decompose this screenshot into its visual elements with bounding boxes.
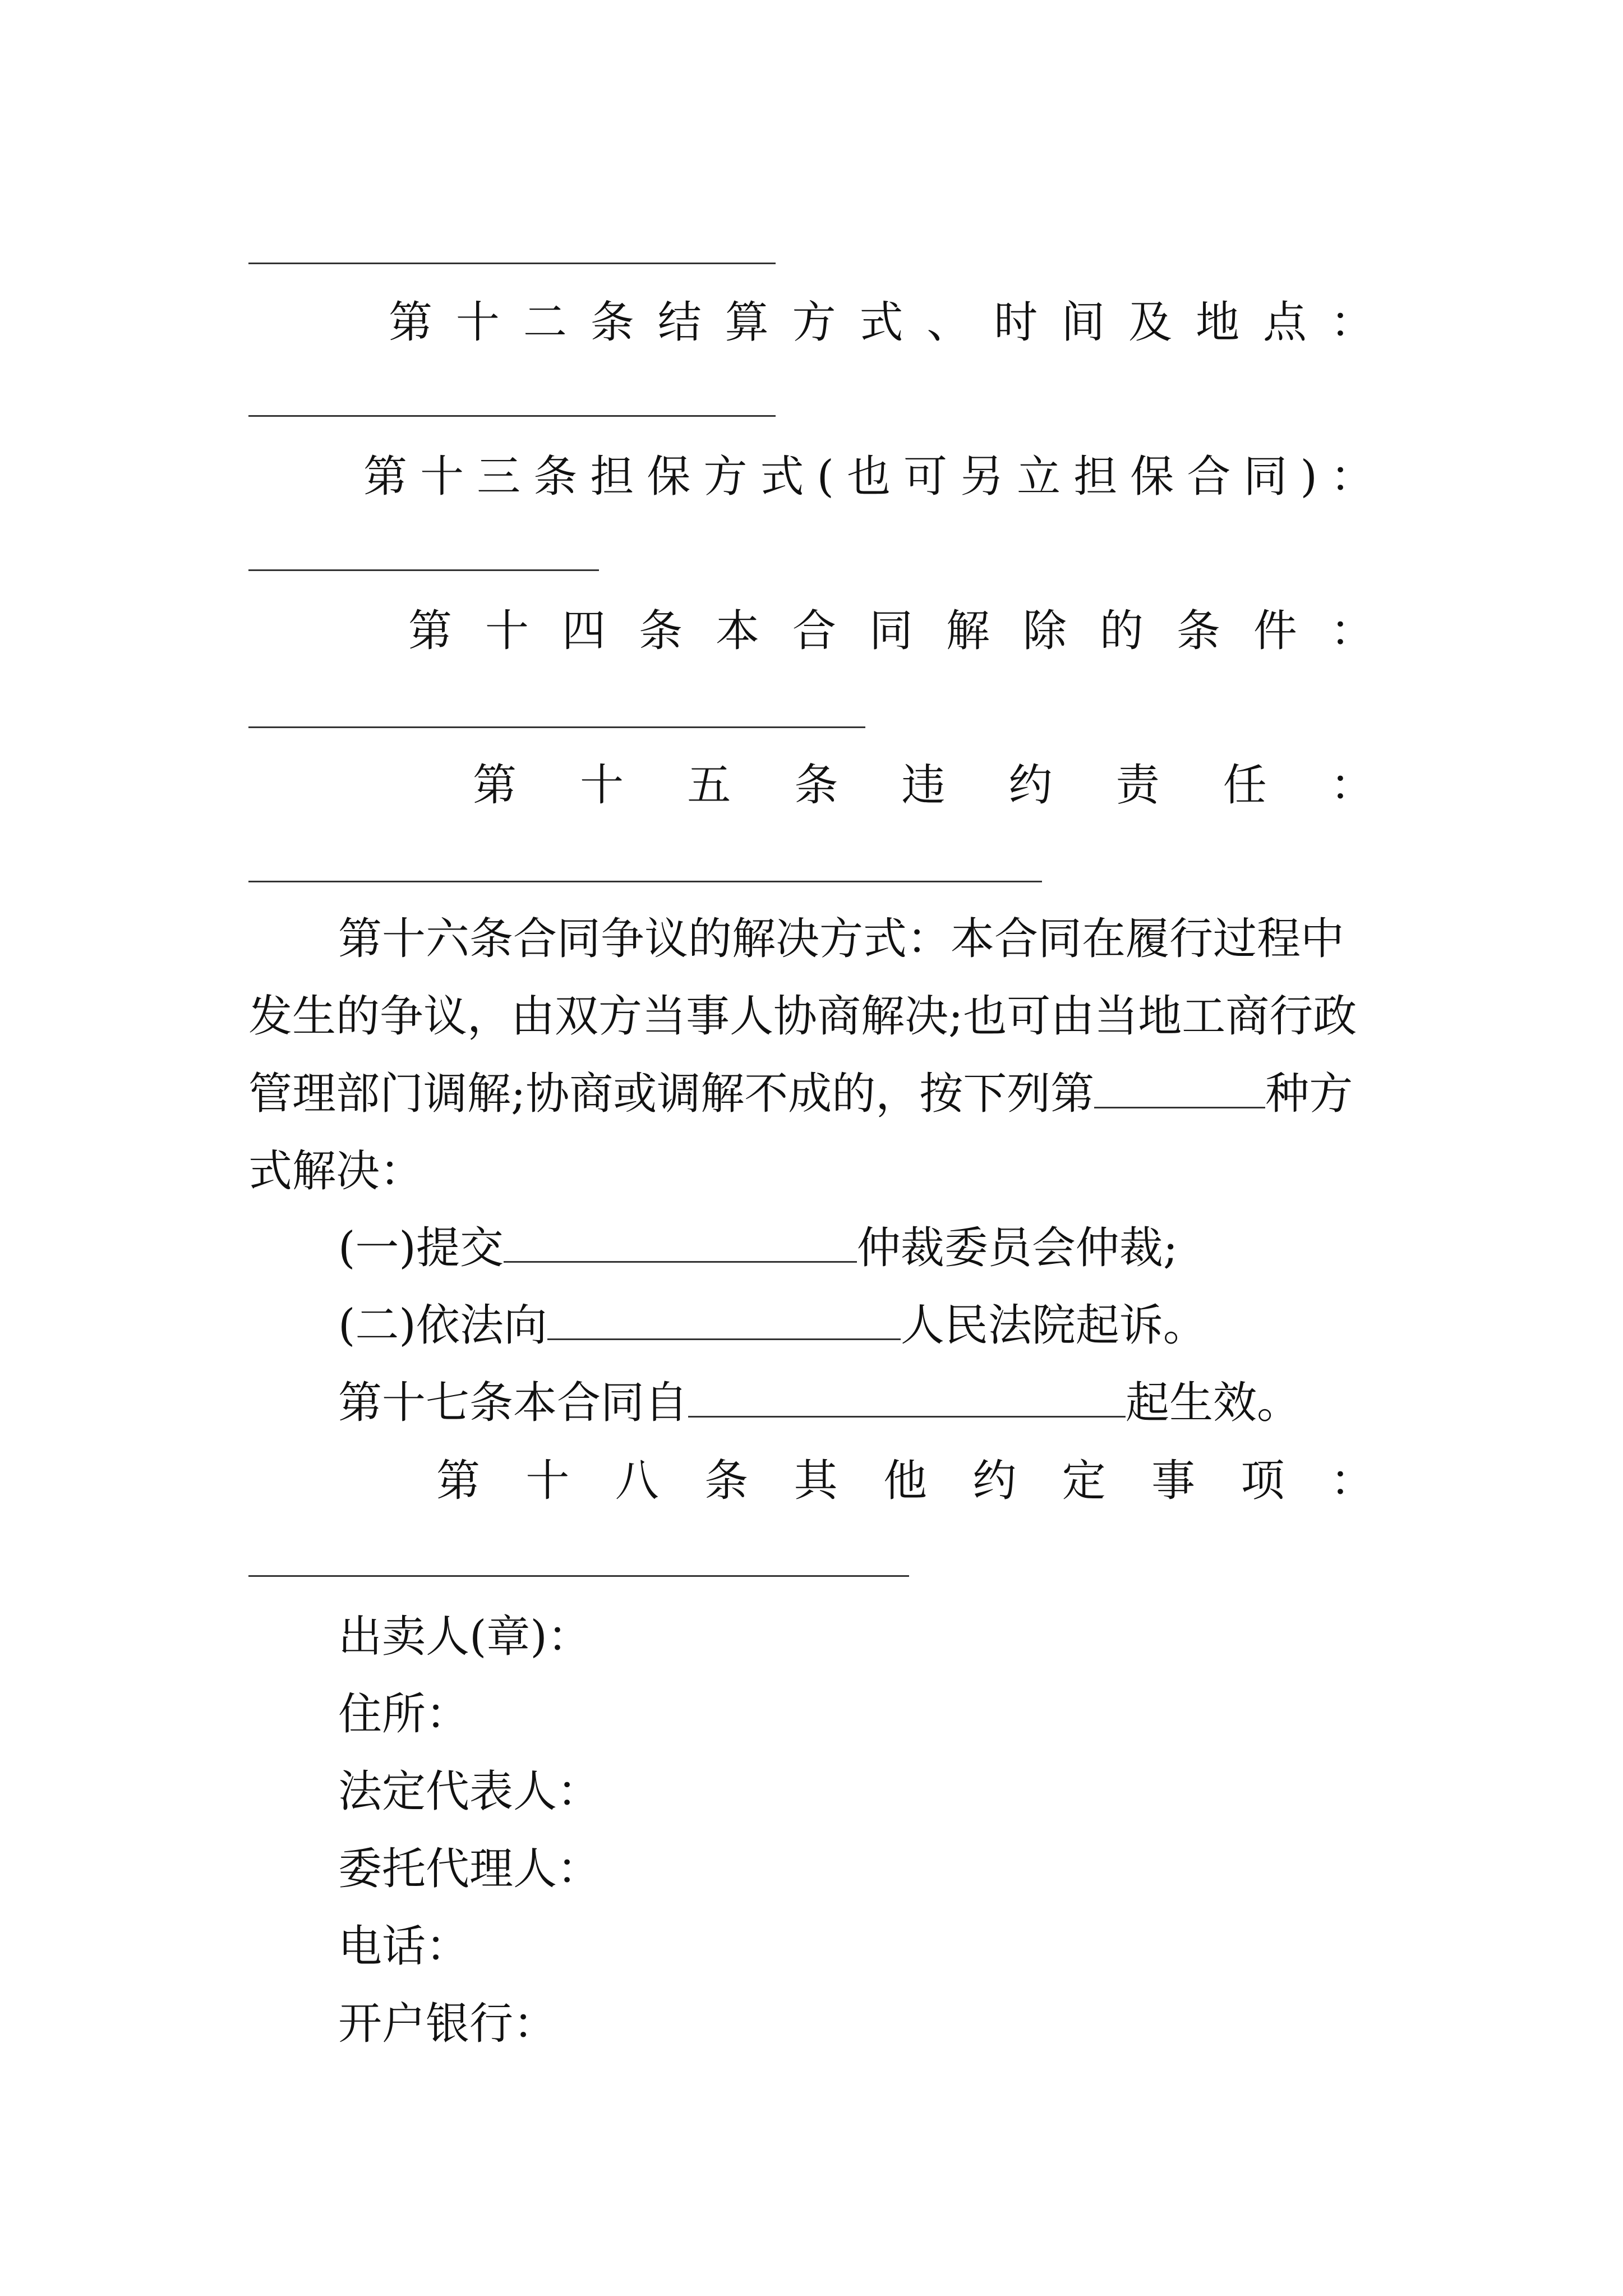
heading-char: 及 <box>1128 297 1173 348</box>
heading-char: 三 <box>477 452 521 502</box>
article-16-paragraph <box>248 900 1387 1210</box>
heading-char: 五 <box>687 760 731 811</box>
heading-char: 条 <box>1176 606 1220 656</box>
heading-char: 定 <box>1062 1456 1106 1506</box>
phone-label: 电话： <box>338 1921 470 1972</box>
heading-char: 地 <box>1196 297 1240 348</box>
heading-char: 第 <box>473 760 517 811</box>
heading-char: ： <box>1330 452 1374 502</box>
option-2-prefix: (二)依法向 <box>338 1300 547 1351</box>
heading-char: ： <box>1330 1456 1374 1506</box>
heading-char: 第 <box>389 297 433 348</box>
heading-char: 十 <box>420 452 464 502</box>
heading-char: 担 <box>590 452 634 502</box>
heading-char: 约 <box>1008 760 1053 811</box>
article-17-prefix: 第十七条本合同自 <box>338 1378 689 1428</box>
heading-char: 其 <box>794 1456 838 1506</box>
heading-char: 条 <box>704 1456 749 1506</box>
heading-char: 式 <box>859 297 903 348</box>
article-16-text-end: 种方式解决： <box>248 1069 1353 1197</box>
heading-char: 立 <box>1017 452 1061 502</box>
heading-char: 条 <box>590 297 634 348</box>
heading-char: 十 <box>580 760 624 811</box>
heading-char: 二 <box>523 297 567 348</box>
agent-label: 委托代理人： <box>338 1844 601 1894</box>
fill-blank[interactable] <box>1094 1068 1265 1108</box>
heading-char: 式 <box>760 452 804 502</box>
heading-char: 也 <box>846 452 891 502</box>
heading-char: 合 <box>1187 452 1231 502</box>
heading-char: 可 <box>903 452 948 502</box>
address-label: 住所： <box>338 1689 470 1740</box>
blank-line <box>248 1575 909 1577</box>
option-2-line <box>338 1297 1207 1354</box>
article-12-heading <box>248 295 1374 351</box>
heading-char: 点 <box>1262 297 1307 348</box>
heading-char: 结 <box>657 297 702 348</box>
heading-char: 第 <box>436 1456 481 1506</box>
heading-char: 第 <box>363 452 408 502</box>
article-17-line <box>338 1375 1301 1431</box>
article-15-heading <box>248 757 1374 813</box>
heading-char: 合 <box>792 606 836 656</box>
article-17-suffix: 起生效。 <box>1126 1378 1301 1428</box>
heading-char: 条 <box>533 452 578 502</box>
article-16-text: 第十六条合同争议的解决方式：本合同在履行过程中发生的争议，由双方当事人协商解决;也可由当地工商行政管理部门调解;协商或调解不成的，按下列第 <box>248 914 1357 1119</box>
fill-blank[interactable] <box>504 1222 857 1263</box>
heading-char: 的 <box>1099 606 1144 656</box>
heading-char: ： <box>1330 606 1374 656</box>
heading-char: 解 <box>946 606 990 656</box>
heading-char: 担 <box>1073 452 1118 502</box>
bank-label: 开户银行： <box>338 1999 557 2049</box>
heading-char: 八 <box>615 1456 659 1506</box>
heading-char: 方 <box>703 452 748 502</box>
heading-char: 算 <box>725 297 769 348</box>
heading-char: 保 <box>1130 452 1174 502</box>
heading-char: 项 <box>1241 1456 1285 1506</box>
seller-label: 出卖人(章)： <box>338 1612 591 1662</box>
blank-line <box>248 881 1042 882</box>
heading-char: ： <box>1330 297 1374 348</box>
heading-char: 、 <box>926 297 971 348</box>
heading-char: 方 <box>792 297 836 348</box>
heading-char: ( <box>817 452 834 502</box>
heading-char: 时 <box>994 297 1038 348</box>
heading-char: 违 <box>901 760 946 811</box>
option-1-line <box>338 1220 1178 1276</box>
heading-char: 约 <box>972 1456 1017 1506</box>
legal-representative-label: 法定代表人： <box>338 1766 601 1817</box>
option-1-prefix: (一)提交 <box>338 1223 504 1273</box>
heading-char: 条 <box>794 760 838 811</box>
heading-char: 保 <box>647 452 691 502</box>
blank-line <box>248 726 865 728</box>
heading-char: ： <box>1330 760 1374 811</box>
option-1-suffix: 仲裁委员会仲裁; <box>856 1223 1178 1273</box>
heading-char: 十 <box>485 606 529 656</box>
article-18-heading <box>248 1453 1374 1509</box>
fill-blank[interactable] <box>688 1377 1126 1418</box>
heading-char: 事 <box>1151 1456 1196 1506</box>
heading-char: 同 <box>869 606 913 656</box>
heading-char: 任 <box>1223 760 1267 811</box>
heading-char: 责 <box>1115 760 1160 811</box>
heading-char: 四 <box>561 606 606 656</box>
heading-char: 他 <box>883 1456 927 1506</box>
heading-char: 间 <box>1061 297 1105 348</box>
heading-char: 本 <box>715 606 759 656</box>
blank-line <box>248 569 599 571</box>
heading-char: 十 <box>525 1456 570 1506</box>
blank-line <box>248 415 776 417</box>
option-2-suffix: 人民法院起诉。 <box>900 1300 1207 1351</box>
heading-char: 除 <box>1022 606 1067 656</box>
heading-char: 十 <box>455 297 500 348</box>
heading-char: 条 <box>638 606 683 656</box>
heading-char: 另 <box>960 452 1004 502</box>
heading-char: 第 <box>408 606 453 656</box>
heading-char: 同 <box>1243 452 1288 502</box>
article-13-heading <box>248 449 1374 505</box>
fill-blank[interactable] <box>547 1299 901 1340</box>
heading-char: ) <box>1300 452 1317 502</box>
heading-char: 件 <box>1253 606 1297 656</box>
article-14-heading <box>248 603 1374 659</box>
blank-line <box>248 263 776 264</box>
